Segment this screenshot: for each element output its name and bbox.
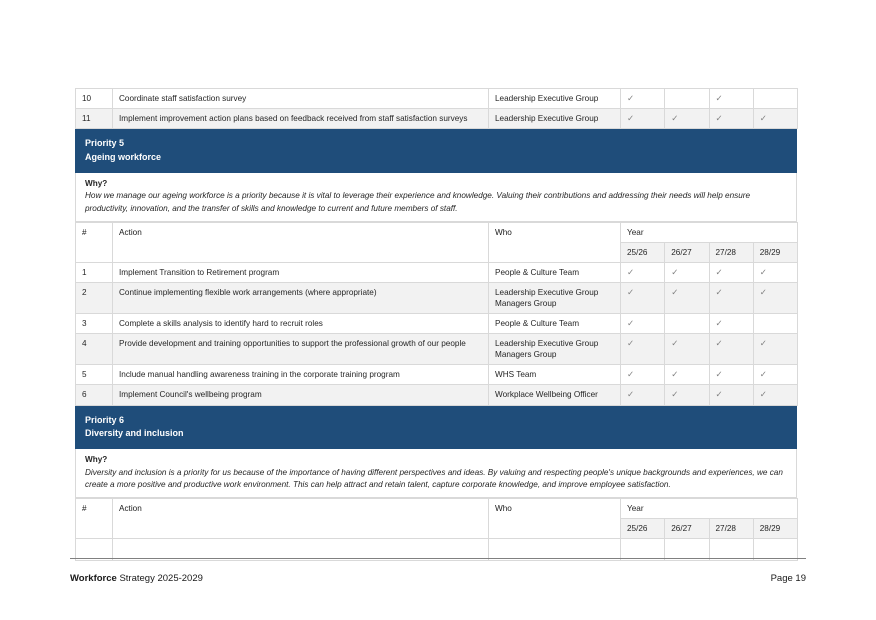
check-icon: ✓ [627,389,635,400]
priority-6-banner [75,406,797,450]
check-icon: ✓ [627,93,635,103]
priority-5-table-body [76,263,798,406]
row-year-2526 [621,89,665,109]
footer-page-number: Page 19 [770,573,806,584]
header-year-2829: 28/29 [753,242,797,262]
row-year-2829 [753,283,797,314]
check-icon: ✓ [627,287,635,298]
check-icon: ✓ [715,318,723,329]
priority-5-number: Priority 5 [85,138,125,149]
row-action: Provide development and training opportunities to support the professional growth of our people [113,334,489,365]
row-year-2526 [621,314,665,334]
row-year-2829 [753,385,797,405]
priority-6-why-block [75,449,797,498]
row-year-2829 [753,109,797,129]
row-year-2627 [665,385,709,405]
header-year-2526: 25/26 [621,519,665,539]
header-year-2728: 27/28 [709,242,753,262]
check-icon: ✓ [759,369,767,380]
priority-5-actions-table [75,222,798,406]
check-icon: ✓ [759,338,767,349]
check-icon: ✓ [627,318,635,329]
row-year-2728 [709,334,753,365]
check-icon: ✓ [671,338,679,349]
header-year-2829: 28/29 [753,519,797,539]
row-who: WHS Team [489,365,621,385]
row-year-2526 [621,385,665,405]
check-icon: ✓ [671,369,679,380]
row-action: Include manual handling awareness training in the corporate training program [113,365,489,385]
check-icon: ✓ [715,113,723,124]
row-action: Implement improvement action plans based on feedback received from staff satisfaction surveys [113,109,489,129]
row-year-2627 [665,263,709,283]
row-who: Leadership Executive Group [489,109,621,129]
row-number: 6 [76,385,113,405]
header-year: Year [621,222,798,242]
footer-title-regular: Strategy 2025-2029 [116,573,203,584]
row-year-2728 [709,263,753,283]
check-icon: ✓ [671,389,679,400]
row-year-2526 [621,334,665,365]
header-year: Year [621,499,798,519]
check-icon: ✓ [715,369,723,380]
check-icon: ✓ [715,389,723,400]
row-who: People & Culture Team [489,314,621,334]
check-icon: ✓ [715,287,723,298]
header-number: # [76,222,113,262]
row-year-2728 [709,365,753,385]
row-year-2728 [709,314,753,334]
row-year-2526 [621,365,665,385]
row-action: Coordinate staff satisfaction survey [113,89,489,109]
footer-document-title [70,573,203,584]
check-icon: ✓ [715,338,723,349]
row-year-2627 [665,314,709,334]
row-who: People & Culture Team [489,263,621,283]
row-action: Continue implementing flexible work arrangements (where appropriate) [113,283,489,314]
priority-6-actions-table [75,498,798,561]
check-icon: ✓ [627,267,635,278]
row-year-2829 [753,89,797,109]
header-who: Who [489,499,621,539]
priority-5-title: Ageing workforce [85,152,162,163]
check-icon: ✓ [715,267,723,278]
header-year-2526: 25/26 [621,242,665,262]
header-year-2627: 26/27 [665,242,709,262]
table-row [76,263,798,283]
row-year-2526 [621,263,665,283]
row-year-2829 [753,314,797,334]
header-number: # [76,499,113,539]
row-year-2728 [709,385,753,405]
continued-actions-table [75,88,798,129]
row-action: Implement Council's wellbeing program [113,385,489,405]
row-number: 10 [76,89,113,109]
check-icon: ✓ [671,287,679,298]
table-header-row [76,499,798,519]
priority-6-title: Diversity and inclusion [85,428,184,439]
check-icon: ✓ [759,267,767,278]
row-year-2627 [665,283,709,314]
table-header-row [76,222,798,242]
check-icon: ✓ [627,338,635,349]
priority-6-number: Priority 6 [85,414,125,425]
table-row [76,334,798,365]
row-number: 11 [76,109,113,129]
row-number: 3 [76,314,113,334]
row-who: Workplace Wellbeing Officer [489,385,621,405]
why-text: How we manage our ageing workforce is a priority because it is vital to leverage their experience and knowledge. Valuing their contributions and addressing their needs will help ensure productivity, innovation, and the transfer of skills and knowledge to current and future members of staff. [85,191,751,213]
table-row [76,109,798,129]
header-action: Action [113,499,489,539]
row-number: 4 [76,334,113,365]
header-year-2627: 26/27 [665,519,709,539]
row-action: Implement Transition to Retirement program [113,263,489,283]
table-row [76,314,798,334]
row-year-2627 [665,365,709,385]
row-year-2728 [709,283,753,314]
header-who: Who [489,222,621,262]
check-icon: ✓ [759,389,767,400]
row-year-2627 [665,334,709,365]
row-year-2526 [621,109,665,129]
row-year-2526 [621,283,665,314]
row-action: Complete a skills analysis to identify hard to recruit roles [113,314,489,334]
priority-5-banner [75,129,797,173]
row-year-2627 [665,89,709,109]
row-year-2829 [753,334,797,365]
header-action: Action [113,222,489,262]
header-year-2728: 27/28 [709,519,753,539]
row-who: Leadership Executive Group [489,89,621,109]
check-icon: ✓ [715,93,723,103]
why-label: Why? [85,455,108,465]
row-year-2627 [665,109,709,129]
check-icon: ✓ [759,287,767,298]
table-row [76,89,798,109]
table-row [76,283,798,314]
row-number: 1 [76,263,113,283]
row-year-2829 [753,263,797,283]
row-who: Leadership Executive Group Managers Group [489,334,621,365]
footer-title-bold: Workforce [70,573,117,584]
footer-divider [70,558,806,559]
check-icon: ✓ [759,113,767,124]
row-who: Leadership Executive Group Managers Group [489,283,621,314]
check-icon: ✓ [627,369,635,380]
row-number: 5 [76,365,113,385]
why-text: Diversity and inclusion is a priority for us because of the importance of having different perspectives and ideas. By valuing and respecting people's unique backgrounds and experiences, we can create a more positive and productive work environment. This can help attract and retain talent, capture corporate knowledge, and improve employee satisfaction. [85,467,783,489]
table-row [76,385,798,405]
page-footer [70,573,806,584]
why-label: Why? [85,179,108,188]
row-year-2829 [753,365,797,385]
priority-5-why-block [75,173,797,222]
row-year-2728 [709,109,753,129]
page-content [75,88,797,561]
table-row [76,365,798,385]
check-icon: ✓ [671,113,679,124]
check-icon: ✓ [627,113,635,124]
check-icon: ✓ [671,267,679,278]
row-year-2728 [709,89,753,109]
row-number: 2 [76,283,113,314]
